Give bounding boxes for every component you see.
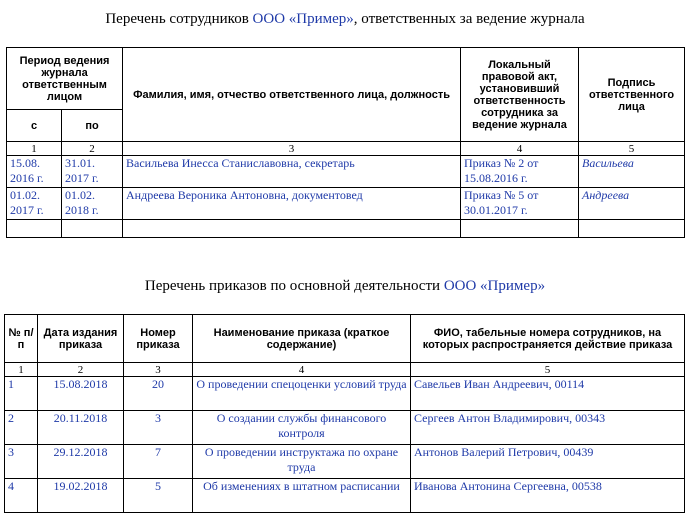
table-row: [5, 411, 685, 445]
header-name: Фамилия, имя, отчество ответственного лица, должность: [123, 48, 461, 142]
empty-cell: [579, 220, 685, 238]
organization-name: ООО «Пример»: [443, 278, 546, 294]
order-employees: Антонов Валерий Петрович, 00439: [411, 445, 685, 479]
header-act: Локальный правовой акт, установивший ответственность сотрудника за ведение журнала: [461, 48, 579, 142]
signature: Андреева: [579, 188, 685, 220]
orders-list-title: [0, 277, 690, 295]
order-number: 5: [124, 479, 193, 513]
empty-cell: [62, 220, 123, 238]
column-number: 3: [123, 142, 461, 156]
order-date: 20.11.2018: [38, 411, 124, 445]
period-from: 15.08. 2016 г.: [7, 156, 62, 188]
header-period: Период ведения журнала ответственным лицом: [7, 48, 123, 110]
column-number: 4: [193, 363, 411, 377]
order-date: 19.02.2018: [38, 479, 124, 513]
column-number: 3: [124, 363, 193, 377]
order-employees: Савельев Иван Андреевич, 00114: [411, 377, 685, 411]
order-number: 3: [124, 411, 193, 445]
column-number: 2: [38, 363, 124, 377]
legal-act: Приказ № 5 от 30.01.2017 г.: [461, 188, 579, 220]
table-row: [5, 377, 685, 411]
signature: Васильева: [579, 156, 685, 188]
empty-row: [7, 220, 685, 238]
header-title: Наименование приказа (краткое содержание): [193, 315, 411, 363]
title-text: Перечень сотрудников: [105, 11, 253, 27]
employee-name: Васильева Инесса Станиславовна, секретарь: [123, 156, 461, 188]
column-number: 1: [5, 363, 38, 377]
employee-name: Андреева Вероника Антоновна, документовед: [123, 188, 461, 220]
order-no: 2: [5, 411, 38, 445]
order-no: 4: [5, 479, 38, 513]
table-row: [5, 479, 685, 513]
column-number: 1: [7, 142, 62, 156]
period-to: 01.02. 2018 г.: [62, 188, 123, 220]
responsible-employees-table: [6, 47, 685, 238]
table-row: [7, 156, 685, 188]
table-row: [5, 445, 685, 479]
column-number: 2: [62, 142, 123, 156]
header-number: Номер приказа: [124, 315, 193, 363]
title-text: Перечень приказов по основной деятельности: [144, 278, 444, 294]
order-title: О создании службы финансового контроля: [193, 411, 411, 445]
period-to: 31.01. 2017 г.: [62, 156, 123, 188]
empty-cell: [123, 220, 461, 238]
column-number: 4: [461, 142, 579, 156]
order-employees: Сергеев Антон Владимирович, 00343: [411, 411, 685, 445]
organization-name: ООО «Пример»: [252, 11, 354, 27]
order-employees: Иванова Антонина Сергеевна, 00538: [411, 479, 685, 513]
order-no: 3: [5, 445, 38, 479]
legal-act: Приказ № 2 от 15.08.2016 г.: [461, 156, 579, 188]
header-signature: Подпись ответственного лица: [579, 48, 685, 142]
order-number: 20: [124, 377, 193, 411]
period-from: 01.02. 2017 г.: [7, 188, 62, 220]
empty-cell: [7, 220, 62, 238]
orders-table: [4, 314, 685, 513]
column-number: 5: [411, 363, 685, 377]
empty-cell: [461, 220, 579, 238]
title-text: , ответственных за ведение журнала: [353, 11, 585, 27]
header-from: с: [7, 110, 62, 142]
header-no: № п/п: [5, 315, 38, 363]
header-date: Дата издания приказа: [38, 315, 124, 363]
order-number: 7: [124, 445, 193, 479]
employees-list-title: [0, 10, 690, 28]
order-date: 29.12.2018: [38, 445, 124, 479]
header-to: по: [62, 110, 123, 142]
column-number: 5: [579, 142, 685, 156]
order-no: 1: [5, 377, 38, 411]
order-title: Об изменениях в штатном расписании: [193, 479, 411, 513]
order-date: 15.08.2018: [38, 377, 124, 411]
order-title: О проведении спецоценки условий труда: [193, 377, 411, 411]
header-employees: ФИО, табельные номера сотрудников, на которых распространяется действие приказа: [411, 315, 685, 363]
order-title: О проведении инструктажа по охране труда: [193, 445, 411, 479]
table-row: [7, 188, 685, 220]
